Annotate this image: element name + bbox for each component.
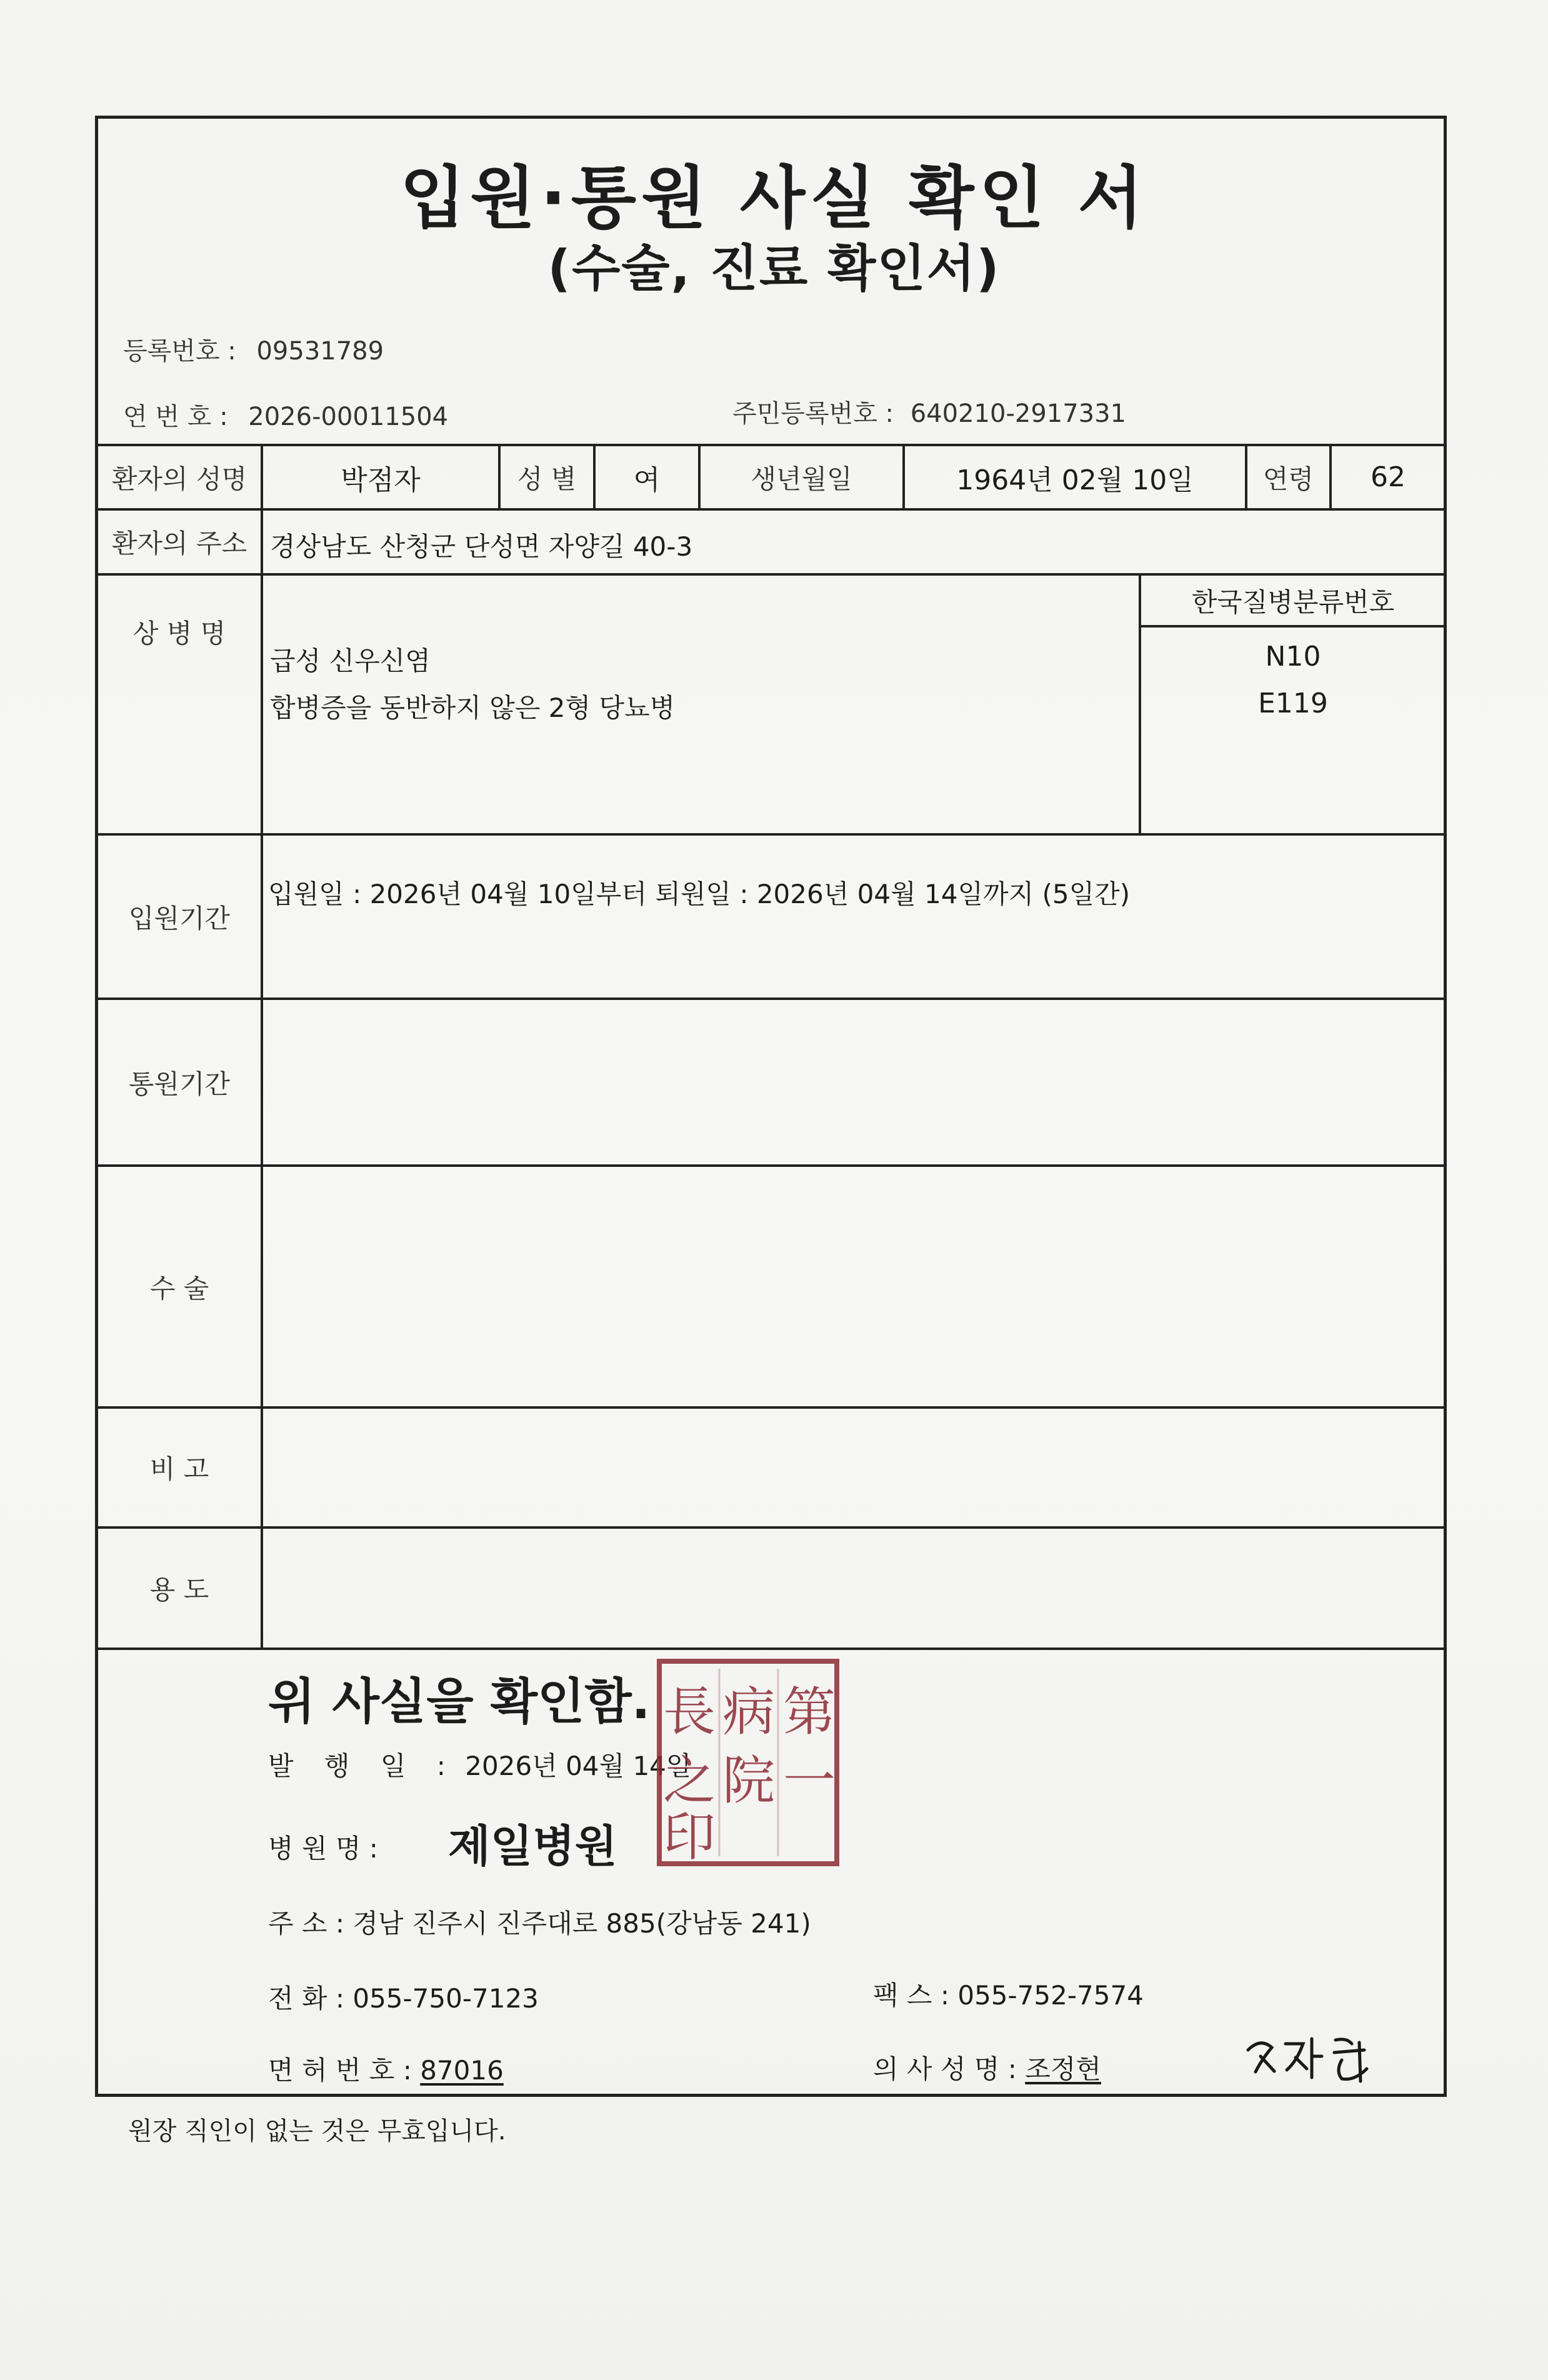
license-row <box>268 2050 504 2088</box>
patient-name-label: 환자의 성명 <box>111 463 247 494</box>
sex-label: 성 별 <box>517 463 577 494</box>
outpatient-label: 통원기간 <box>128 1068 231 1099</box>
remarks-label: 비 고 <box>149 1454 209 1484</box>
doctor-name: 조정현 <box>1025 2054 1101 2084</box>
surgery-label: 수 술 <box>149 1272 209 1304</box>
hospital-seal <box>654 1656 842 1869</box>
registration-number <box>123 331 384 367</box>
resident-number-label: 주민등록번호 : <box>732 399 894 428</box>
sex-value: 여 <box>633 464 661 496</box>
serial-value: 2026-00011504 <box>248 402 449 431</box>
hospital-name: 제일병원 <box>448 1821 617 1872</box>
registration-value: 09531789 <box>256 337 384 366</box>
diagnosis-name: 급성 신우신염 <box>270 646 431 676</box>
svg-text:印: 印 <box>662 1806 716 1868</box>
svg-text:長: 長 <box>662 1681 716 1742</box>
hospital-label: 병 원 명 : <box>268 1833 378 1864</box>
admission-label: 입원기간 <box>128 902 231 934</box>
rule <box>98 998 1444 1000</box>
fax-label: 팩 스 : <box>873 1980 949 2011</box>
phone-number: 055-750-7123 <box>352 1983 539 2014</box>
svg-text:之: 之 <box>662 1750 716 1811</box>
svg-text:病: 病 <box>722 1681 776 1742</box>
doctor-label: 의 사 성 명 : <box>873 2054 1017 2084</box>
validity-note: 원장 직인이 없는 것은 무효입니다. <box>128 2117 506 2146</box>
purpose-label: 용 도 <box>149 1574 209 1605</box>
resident-number-value: 640210-2917331 <box>910 399 1127 428</box>
issue-date-label: 발 행 일 : <box>268 1751 457 1781</box>
rule <box>98 1164 1444 1167</box>
phone-row <box>268 1978 539 2016</box>
document-subtitle: (수술, 진료 확인서) <box>547 239 1001 298</box>
svg-text:院: 院 <box>722 1750 776 1811</box>
fax-row <box>873 1975 1144 2012</box>
issue-date: 2026년 04월 14일 <box>465 1751 692 1781</box>
serial-label: 연 번 호 : <box>123 402 228 431</box>
admission-period: 입원일 : 2026년 04월 10일부터 퇴원일 : 2026년 04월 14일까지 (5일간) <box>268 879 1131 909</box>
phone-label: 전 화 : <box>268 1983 344 2014</box>
disease-code-header: 한국질병분류번호 <box>1191 586 1395 618</box>
rule <box>98 508 1444 511</box>
hospital-address-label: 주 소 : <box>268 1908 344 1939</box>
birth-label: 생년월일 <box>751 463 852 494</box>
fax-number: 055-752-7574 <box>957 1980 1144 2011</box>
disease-code: N10 <box>1265 640 1321 672</box>
diagnosis-name: 합병증을 동반하지 않은 2형 당뇨병 <box>270 692 676 723</box>
hospital-address: 경남 진주시 진주대로 885(강남동 241) <box>352 1908 811 1939</box>
issue-date-row <box>268 1746 691 1783</box>
address-label: 환자의 주소 <box>111 528 247 559</box>
serial-number <box>123 397 448 432</box>
rule <box>1139 625 1445 628</box>
registration-label: 등록번호 : <box>123 337 236 366</box>
hospital-seal-icon <box>654 1656 842 1869</box>
rule <box>98 1526 1444 1529</box>
certificate-form <box>95 116 1447 2097</box>
patient-name: 박점자 <box>341 464 421 496</box>
hospital-address-row <box>268 1903 811 1941</box>
document-title: 입원·통원 사실 확인 서 <box>400 159 1148 238</box>
rule <box>98 833 1444 836</box>
age-label: 연령 <box>1262 463 1314 494</box>
rule <box>261 444 263 1648</box>
birth-value: 1964년 02월 10일 <box>956 464 1194 496</box>
svg-text:一: 一 <box>782 1750 836 1811</box>
resident-number <box>732 394 1126 429</box>
rule <box>98 1406 1444 1409</box>
license-number: 87016 <box>420 2055 504 2086</box>
diagnosis-label: 상 병 명 <box>132 618 226 649</box>
disease-code: E119 <box>1258 687 1328 719</box>
rule <box>98 1648 1444 1650</box>
confirmation-statement: 위 사실을 확인함. <box>268 1674 651 1730</box>
svg-text:第: 第 <box>782 1681 836 1742</box>
patient-address: 경상남도 산청군 단성면 자양길 40-3 <box>270 531 693 562</box>
license-label: 면 허 번 호 : <box>268 2055 412 2086</box>
age-value: 62 <box>1371 461 1406 493</box>
doctor-row <box>873 2049 1101 2086</box>
doctor-signature <box>1242 2025 1379 2094</box>
